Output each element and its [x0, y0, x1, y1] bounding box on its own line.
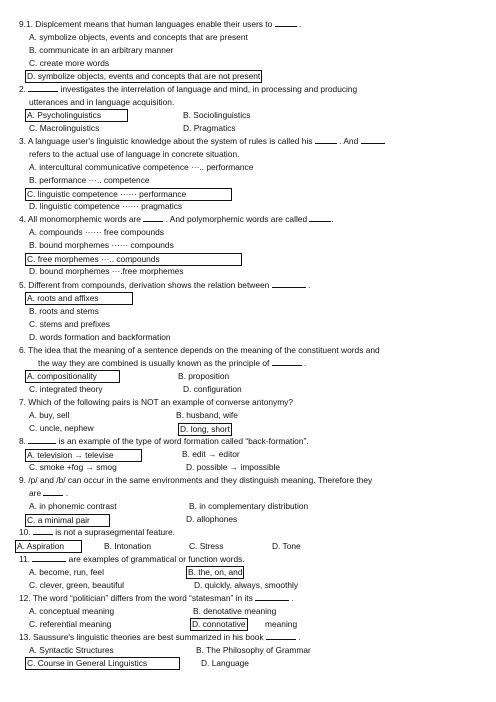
answer-blank — [361, 135, 385, 144]
text-segment: 10. is not a suprasegmental feature. — [19, 527, 175, 538]
marked-answer: A. television → televise — [25, 449, 142, 462]
marked-answer: D. connotative — [192, 619, 246, 630]
text-segment: C. smoke +fog → smog — [29, 462, 117, 473]
text-line — [0, 213, 496, 226]
text-segment: C. integrated theory — [29, 383, 103, 394]
text-segment: B. husband, wife — [176, 410, 238, 420]
text-segment: B. performance ···.. competence — [29, 175, 150, 186]
text-segment: D. allophones — [186, 514, 238, 525]
text-segment: 9. /p/ and /b/ can occur in the same environments and they distinguish meaning. Therefore they — [19, 475, 373, 486]
text-line — [0, 618, 496, 631]
text-segment: 4. All monomorphemic words are . And polymorphemic words are called . — [19, 214, 334, 225]
text-line — [0, 409, 496, 422]
marked-answer: B. the, on, and — [188, 567, 243, 578]
text-line — [0, 448, 496, 461]
text-segment: 8. is an example of the type of word formation called “back-formation”. — [19, 436, 309, 447]
text-segment: C. clever, green, beautiful — [29, 579, 124, 590]
text-segment: C. Stress — [189, 540, 224, 551]
text-segment: B. denotative meaning — [193, 605, 277, 616]
text-line — [0, 422, 496, 435]
marked-answer: C. Course in General Linguistics — [25, 657, 180, 670]
text-line — [0, 370, 496, 383]
text-segment: D. possible → impossible — [186, 462, 281, 473]
text-line — [0, 122, 496, 135]
text-segment: refers to the actual use of language in concrete situation. — [29, 149, 240, 159]
answer-blank — [272, 279, 306, 288]
text-line — [0, 109, 496, 122]
text-segment: D. words formation and backformation — [29, 331, 171, 342]
answer-blank — [315, 135, 337, 144]
text-line — [0, 487, 496, 500]
text-segment: C. stems and prefixes — [29, 318, 110, 329]
text-line — [0, 57, 496, 70]
text-line — [0, 605, 496, 618]
text-line — [0, 83, 496, 96]
text-segment: A. conceptual meaning — [29, 605, 115, 616]
answer-blank — [28, 435, 56, 444]
text-segment: B. roots and stems — [29, 305, 99, 316]
text-segment: utterances and in language acquisition. — [29, 96, 175, 107]
marked-answer: C. a minimal pair — [25, 514, 110, 527]
answer-blank — [309, 213, 331, 222]
text-line — [0, 305, 496, 318]
text-segment: D. linguistic competence ······ pragmatics — [29, 201, 183, 212]
text-line — [0, 279, 496, 292]
marked-answer: D. long, short — [180, 423, 230, 434]
text-segment: meaning — [265, 618, 298, 629]
text-segment: 7. Which of the following pairs is NOT an example of converse antonymy? — [19, 396, 294, 407]
text-line — [0, 318, 496, 331]
text-segment: 13. Saussure's linguistic theories are best summarized in his book . — [19, 631, 301, 642]
text-line — [0, 161, 496, 174]
text-line — [0, 540, 496, 553]
text-line — [0, 96, 496, 109]
marked-answer: A. compositionality — [25, 370, 120, 383]
text-segment: 2. investigates the interrelation of language and mind, in processing and producing — [19, 83, 358, 94]
text-line — [0, 644, 496, 657]
text-segment: B. in complementary distribution — [189, 501, 309, 512]
text-segment: are . — [29, 488, 69, 499]
text-segment: 6. The idea that the meaning of a sentence depends on the meaning of the constituent words and — [19, 344, 380, 355]
text-segment: D. configuration — [183, 383, 242, 394]
text-segment: A. buy, sell — [29, 410, 70, 420]
marked-answer: C. free morphemes ···.. compounds — [25, 253, 242, 266]
text-line — [0, 226, 496, 239]
text-segment: C. referential meaning — [29, 618, 112, 629]
text-line — [0, 566, 496, 579]
text-line — [0, 252, 496, 265]
text-segment: the way they are combined is usually known as the principle of . — [38, 357, 307, 368]
text-segment: A. become, run, feel — [29, 566, 104, 577]
text-segment: D. Tone — [272, 540, 301, 551]
text-line — [0, 187, 496, 200]
text-segment: 3. A language user's linguistic knowledge about the system of rules is called his . And — [19, 135, 385, 148]
text-segment: 9.1. Displcement means that human languages enable their users to . — [19, 18, 302, 29]
answer-blank — [266, 631, 296, 640]
text-line — [0, 239, 496, 252]
text-segment: 5. Different from compounds, derivation shows the relation between . — [19, 279, 311, 290]
text-line — [0, 383, 496, 396]
text-line — [0, 357, 496, 370]
answer-blank — [143, 213, 163, 222]
text-segment: B. The Philosophy of Grammar — [196, 644, 311, 655]
answer-blank — [255, 592, 289, 601]
text-segment: C. uncle, nephew — [29, 423, 94, 434]
text-line — [0, 292, 496, 305]
text-segment: B. communicate in an arbitrary manner — [29, 44, 174, 55]
text-segment: A. symbolize objects, events and concepts that are present — [29, 31, 248, 42]
marked-answer: A. Aspiration — [15, 540, 82, 553]
text-segment: C. create more words — [29, 57, 110, 68]
text-segment: A. compounds ······ free compounds — [29, 227, 164, 238]
text-line — [0, 500, 496, 513]
answer-blank — [28, 83, 58, 92]
text-line — [0, 135, 496, 148]
text-segment: A. in phonemic contrast — [29, 501, 117, 512]
text-line — [0, 474, 496, 487]
text-line — [0, 579, 496, 592]
text-segment: B. edit → editor — [182, 449, 240, 460]
answer-blank — [275, 18, 297, 27]
text-line — [0, 70, 496, 83]
text-line — [0, 18, 496, 31]
text-segment: B. Sociolinguistics — [183, 109, 251, 120]
text-line — [0, 657, 496, 670]
answer-blank — [32, 553, 66, 562]
marked-answer: A. Psycholinguistics — [25, 109, 128, 122]
text-line — [0, 331, 496, 344]
text-line — [0, 200, 496, 213]
text-segment: B. bound morphemes ······ compounds — [29, 240, 174, 251]
answer-blank — [33, 526, 53, 535]
marked-answer: A. roots and affixes — [25, 292, 133, 305]
text-line — [0, 513, 496, 526]
text-line — [0, 174, 496, 187]
text-line — [0, 526, 496, 539]
text-segment: B. Intonation — [104, 540, 152, 551]
answer-blank — [43, 487, 63, 496]
text-line — [0, 44, 496, 57]
text-line — [0, 461, 496, 474]
text-line — [0, 31, 496, 44]
text-segment: D. bound morphemes ···.free morphemes — [29, 266, 184, 277]
text-line — [0, 553, 496, 566]
text-segment: 11. are examples of grammatical or function words. — [19, 553, 245, 564]
text-line — [0, 148, 496, 161]
text-segment: A. Syntactic Structures — [29, 644, 114, 655]
marked-answer: D. symbolize objects, events and concepts that are not present — [27, 71, 261, 82]
text-segment: 12. The word “politician” differs from the word “statesman” in its . — [19, 592, 294, 603]
text-segment: C. Macrolinguistics — [29, 122, 100, 133]
answer-blank — [272, 357, 302, 366]
text-line — [0, 435, 496, 448]
text-segment: D. Pragmatics — [183, 122, 236, 133]
text-segment: D. quickly, always, smoothly — [194, 579, 299, 590]
text-segment: A. intercultural communicative competence ···.. performance — [29, 162, 254, 173]
text-line — [0, 592, 496, 605]
text-line — [0, 396, 496, 409]
marked-answer: C. linguistic competence ······ performance — [25, 188, 232, 201]
text-segment: B. proposition — [178, 370, 230, 381]
text-line — [0, 631, 496, 644]
text-line — [0, 265, 496, 278]
text-segment: D. Language — [201, 657, 249, 668]
text-line — [0, 344, 496, 357]
